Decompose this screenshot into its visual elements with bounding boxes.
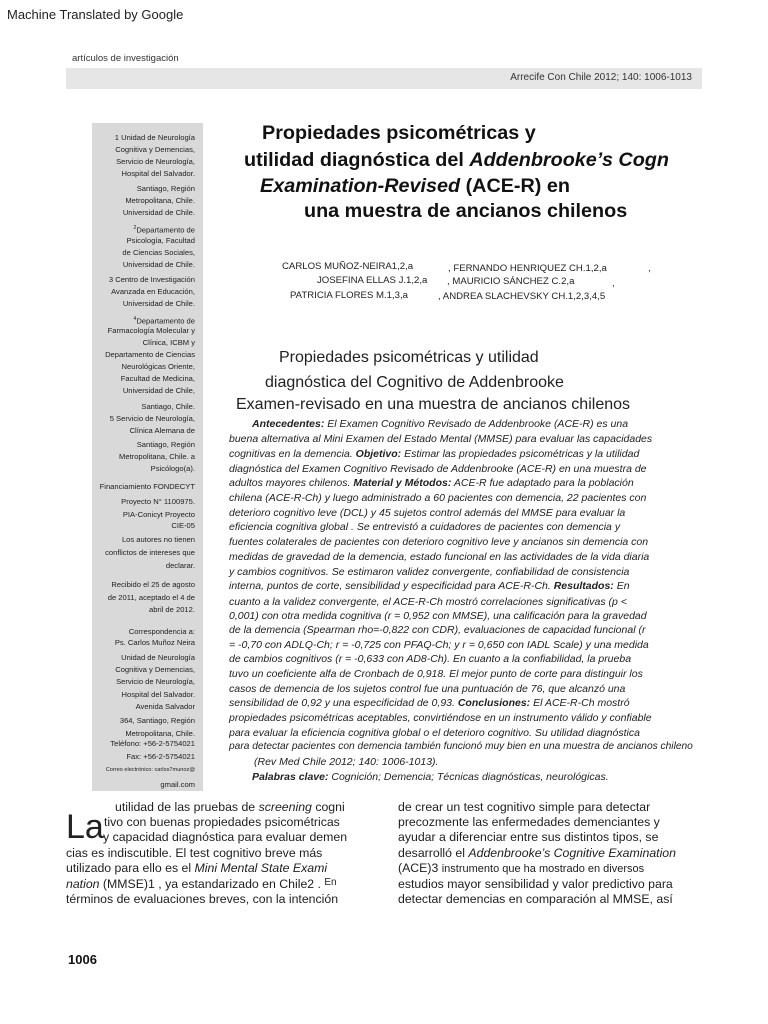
abstract-line: 0,001) con otra medida cognitiva (r = 0,952 con MMSE), una calificación para la gravedad [229,610,647,622]
abstract-line: para detectar pacientes con demencia también funcionó muy bien en una muestra de ancianos chileno [229,741,693,752]
correspondence-line: Fax: +56-2-5754021 [126,752,195,761]
abstract-line: de cambios cognitivos (r = -0,633 con AD8-Ch). En cuanto a la confiabilidad, la prueba [229,653,632,665]
citation-bar [66,68,702,89]
received-line: Recibido el 25 de agosto [111,580,195,589]
affiliation-line: Departamento de Ciencias [105,350,195,359]
correspondence-line: Cognitiva y Demencias, [115,665,195,674]
abstract-line: buena alternativa al Mini Examen del Estado Mental (MMSE) para evaluar las capacidades [229,433,653,445]
abstract-line: Antecedentes: El Examen Cognitivo Revisado de Addenbrooke (ACE-R) es una [252,418,629,430]
abstract-line: para evaluar la eficiencia cognitiva global o el deterioro cognitivo. Su utilidad diagnóstica [229,727,640,739]
author-name: CARLOS MUÑOZ-NEIRA1,2,a [282,261,414,272]
email-label: Correo electrónico: carlos7munoz@ [105,767,195,773]
affiliation-line: Neurológicas Oriente, [121,362,195,371]
abstract-line: cognitivas en la demencia. Objetivo: Estimar las propiedades psicométricas y la utilidad [229,448,640,460]
affiliation-line: Universidad de Chile, [122,386,195,395]
author-name: , ANDREA SLACHEVSKY CH.1,2,3,4,5 [438,291,606,302]
affiliation-line: de Ciencias Sociales, [122,248,195,257]
author-name: , MAURICIO SÁNCHEZ C.2,a [447,276,575,287]
affiliation-line: Facultad de Medicina, [120,374,195,383]
affiliation-line: Avanzada en Educación, [111,287,195,296]
body-text-line: nation (MMSE)1 , ya estandarizado en Chile2 . $^{En}$ [66,877,337,891]
affiliation-line: Hospital del Salvador. [121,169,195,178]
author-separator: , [612,278,615,289]
author-name: JOSEFINA ELLAS J.1,2,a [317,275,428,286]
affiliation-line: Metropolitana, Chile. [125,196,195,205]
abstract-line: fuentes colaterales de pacientes con deterioro cognitivo leve y ancianos sin demencia con [229,536,649,548]
body-text-line: detectar demencias en comparación al MMSE, así [398,892,673,906]
abstract-line: eficiencia cognitiva global . Se entrevistó a cuidadores de pacientes con demencia y [229,521,621,533]
body-text-line: desarrolló el Addenbrooke’s Cognitive Examination [398,846,676,860]
affiliation-line: Servicio de Neurología, [116,157,195,166]
affiliation-line: Santiago, Región [136,440,195,449]
abstract-line: y cambios cognitivos. Se estimaron validez convergente, confiabilidad de consistencia [229,566,630,578]
abstract-line: medidas de gravedad de la demencia, estado funcional en las actividades de la vida diaria [229,551,650,563]
abstract-line: cuanto a la validez convergente, el ACE-R-Ch mostró correlaciones significativas (p < [229,596,627,608]
drop-cap: La [66,808,104,846]
received-line: de 2011, aceptado el 4 de [107,593,195,602]
affiliation-line: Universidad de Chile. [122,299,195,308]
machine-translation-banner: Machine Translated by Google [7,7,184,22]
abstract-line: adultos mayores chilenos. Material y Métodos: ACE-R fue adaptado para la población [229,477,634,489]
affiliation-line: 3 Centro de Investigación [108,275,195,284]
body-text-line: utilidad de las pruebas de screening cogni [115,800,345,814]
correspondence-line: Servicio de Neurología, [116,677,195,686]
affiliation-line: 1 Unidad de Neurología [114,133,195,142]
abstract-line: de la demencia (Spearman rho=-0,822 con CDR), evaluaciones de capacidad funcional (r [229,624,646,636]
abstract-line: tuvo un coeficiente alfa de Cronbach de 0,918. El mejor punto de corte para distinguir los [229,668,643,680]
footnote-marker: 2 [133,225,137,231]
funding-line: Financiamiento FONDECYT [99,482,195,491]
affiliation-line: $^4$Departamento de [133,316,195,326]
body-text-line: ayudar a diferenciar entre sus distintos tipos, se [398,830,659,844]
affiliation-line: $^2$Departamento de [133,225,195,235]
body-text-line: estudios mayor sensibilidad y valor predictivo para [398,877,673,891]
abstract-line: diagnóstica del Examen Cognitivo Revisado de Addenbrooke (ACE-R) en una muestra de [229,463,647,475]
translated-title-line: diagnóstica del Cognitivo de Addenbrooke [265,374,564,391]
conflicts-line: conflictos de intereses que [105,548,195,557]
abstract-citation: (Rev Med Chile 2012; 140: 1006-1013). [254,756,439,768]
email-domain: gmail.com [160,780,195,789]
affiliation-line: Santiago, Chile. [141,402,195,411]
author-separator: , [648,263,651,274]
translated-title-line: Propiedades psicométricas y utilidad [279,349,539,366]
correspondence-line: Correspondencia a: [128,627,195,636]
body-text-line: de crear un test cognitivo simple para detectar [398,800,651,814]
author-name: , FERNANDO HENRIQUEZ CH.1,2,a [448,263,607,274]
sidebar-affiliations [92,123,203,791]
received-line: abril de 2012. [148,605,195,614]
correspondence-line: Metropolitana, Chile. [125,729,195,738]
affiliation-line: Cognitiva y Demencias, [115,145,195,154]
funding-line: PIA-Conicyt Proyecto [122,510,195,519]
author-name: PATRICIA FLORES M.1,3,a [290,290,408,301]
article-title-line: Propiedades psicométricas y [262,122,536,144]
translated-title-line: Examen-revisado en una muestra de ancianos chilenos [236,396,631,413]
affiliation-line: Clínica Alemana de [129,426,195,435]
funding-line: Proyecto N° 1100975. [121,497,195,506]
article-title-line: Examination-Revised (ACE-R) en [260,175,570,197]
affiliation-line: Psicólogo(a). [150,464,195,473]
article-title-line: utilidad diagnóstica del Addenbrooke’s Cogn [244,149,669,171]
correspondence-line: Hospital del Salvador. [121,690,195,699]
affiliation-line: Farmacología Molecular y [107,326,195,335]
correspondence-line: Unidad de Neurología [121,653,195,662]
affiliation-line: Universidad de Chile. [122,260,195,269]
abstract-line: chilena (ACE-R-Ch) y luego administrado a 60 pacientes con demencia, 22 pacientes con [229,492,647,504]
funding-line: CIE-05 [171,521,195,530]
affiliation-line: Psicología, Facultad [126,236,195,245]
affiliation-line: Metropolitana, Chile. a [119,452,195,461]
correspondence-line: Ps. Carlos Muñoz Neira [114,638,195,647]
page-number: 1006 [68,952,97,967]
conflicts-line: Los autores no tienen [121,535,195,544]
body-text-line: utilizado para ello es el Mini Mental State Exami [66,861,328,875]
abstract-line: deterioro cognitivo leve (DCL) y 45 sujetos control además del MMSE para evaluar la [229,507,626,519]
affiliation-line: 5 Servicio de Neurología, [109,414,195,423]
keywords: Palabras clave: Cognición; Demencia; Técnicas diagnósticas, neurológicas. [252,771,609,783]
body-text-line: y capacidad diagnóstica para evaluar demen [103,830,348,844]
body-text-line: tivo con buenas propiedades psicométricas [104,815,340,829]
affiliation-line: Santiago, Región [136,184,195,193]
body-text-line: términos de evaluaciones breves, con la intención [66,892,339,906]
correspondence-line: Avenida Salvador [135,702,195,711]
abstract-line: interna, puntos de corte, sensibilidad y especificidad para ACE-R-Ch. Resultados: En [229,580,630,592]
body-text-line: precozmente las enfermedades demenciantes y [398,815,660,829]
affiliation-line: Universidad de Chile. [122,208,195,217]
article-title-line: una muestra de ancianos chilenos [304,200,628,222]
body-text-line: (ACE)3 instrumento que ha mostrado en diversos [398,861,645,875]
journal-citation: Arrecife Con Chile 2012; 140: 1006-1013 [510,72,692,83]
body-text-line: cias es indiscutible. El test cognitivo breve más [66,846,323,860]
abstract-line: casos de demencia de los sujetos control fue una puntuación de 76, que alcanzó una [229,683,626,695]
conflicts-line: declarar. [165,561,195,570]
section-label: artículos de investigación [72,53,179,64]
abstract-line: propiedades psicométricas aceptables, convirtiéndose en un instrumento válido y confiable [229,712,652,724]
abstract-line: sensibilidad de 0,92 y una especificidad de 0,93. Conclusiones: El ACE-R-Ch mostró [229,697,630,709]
correspondence-line: Teléfono: +56-2-5754021 [110,739,195,748]
affiliation-line: Clínica, ICBM y [142,338,195,347]
abstract-line: = -0,70 con ADLQ-Ch; r = -0,725 con PFAQ-Ch; y r = 0,650 con IADL Scale) y una medida [229,639,649,651]
footnote-marker: 4 [133,316,137,322]
correspondence-line: 364, Santiago, Región [119,716,195,725]
